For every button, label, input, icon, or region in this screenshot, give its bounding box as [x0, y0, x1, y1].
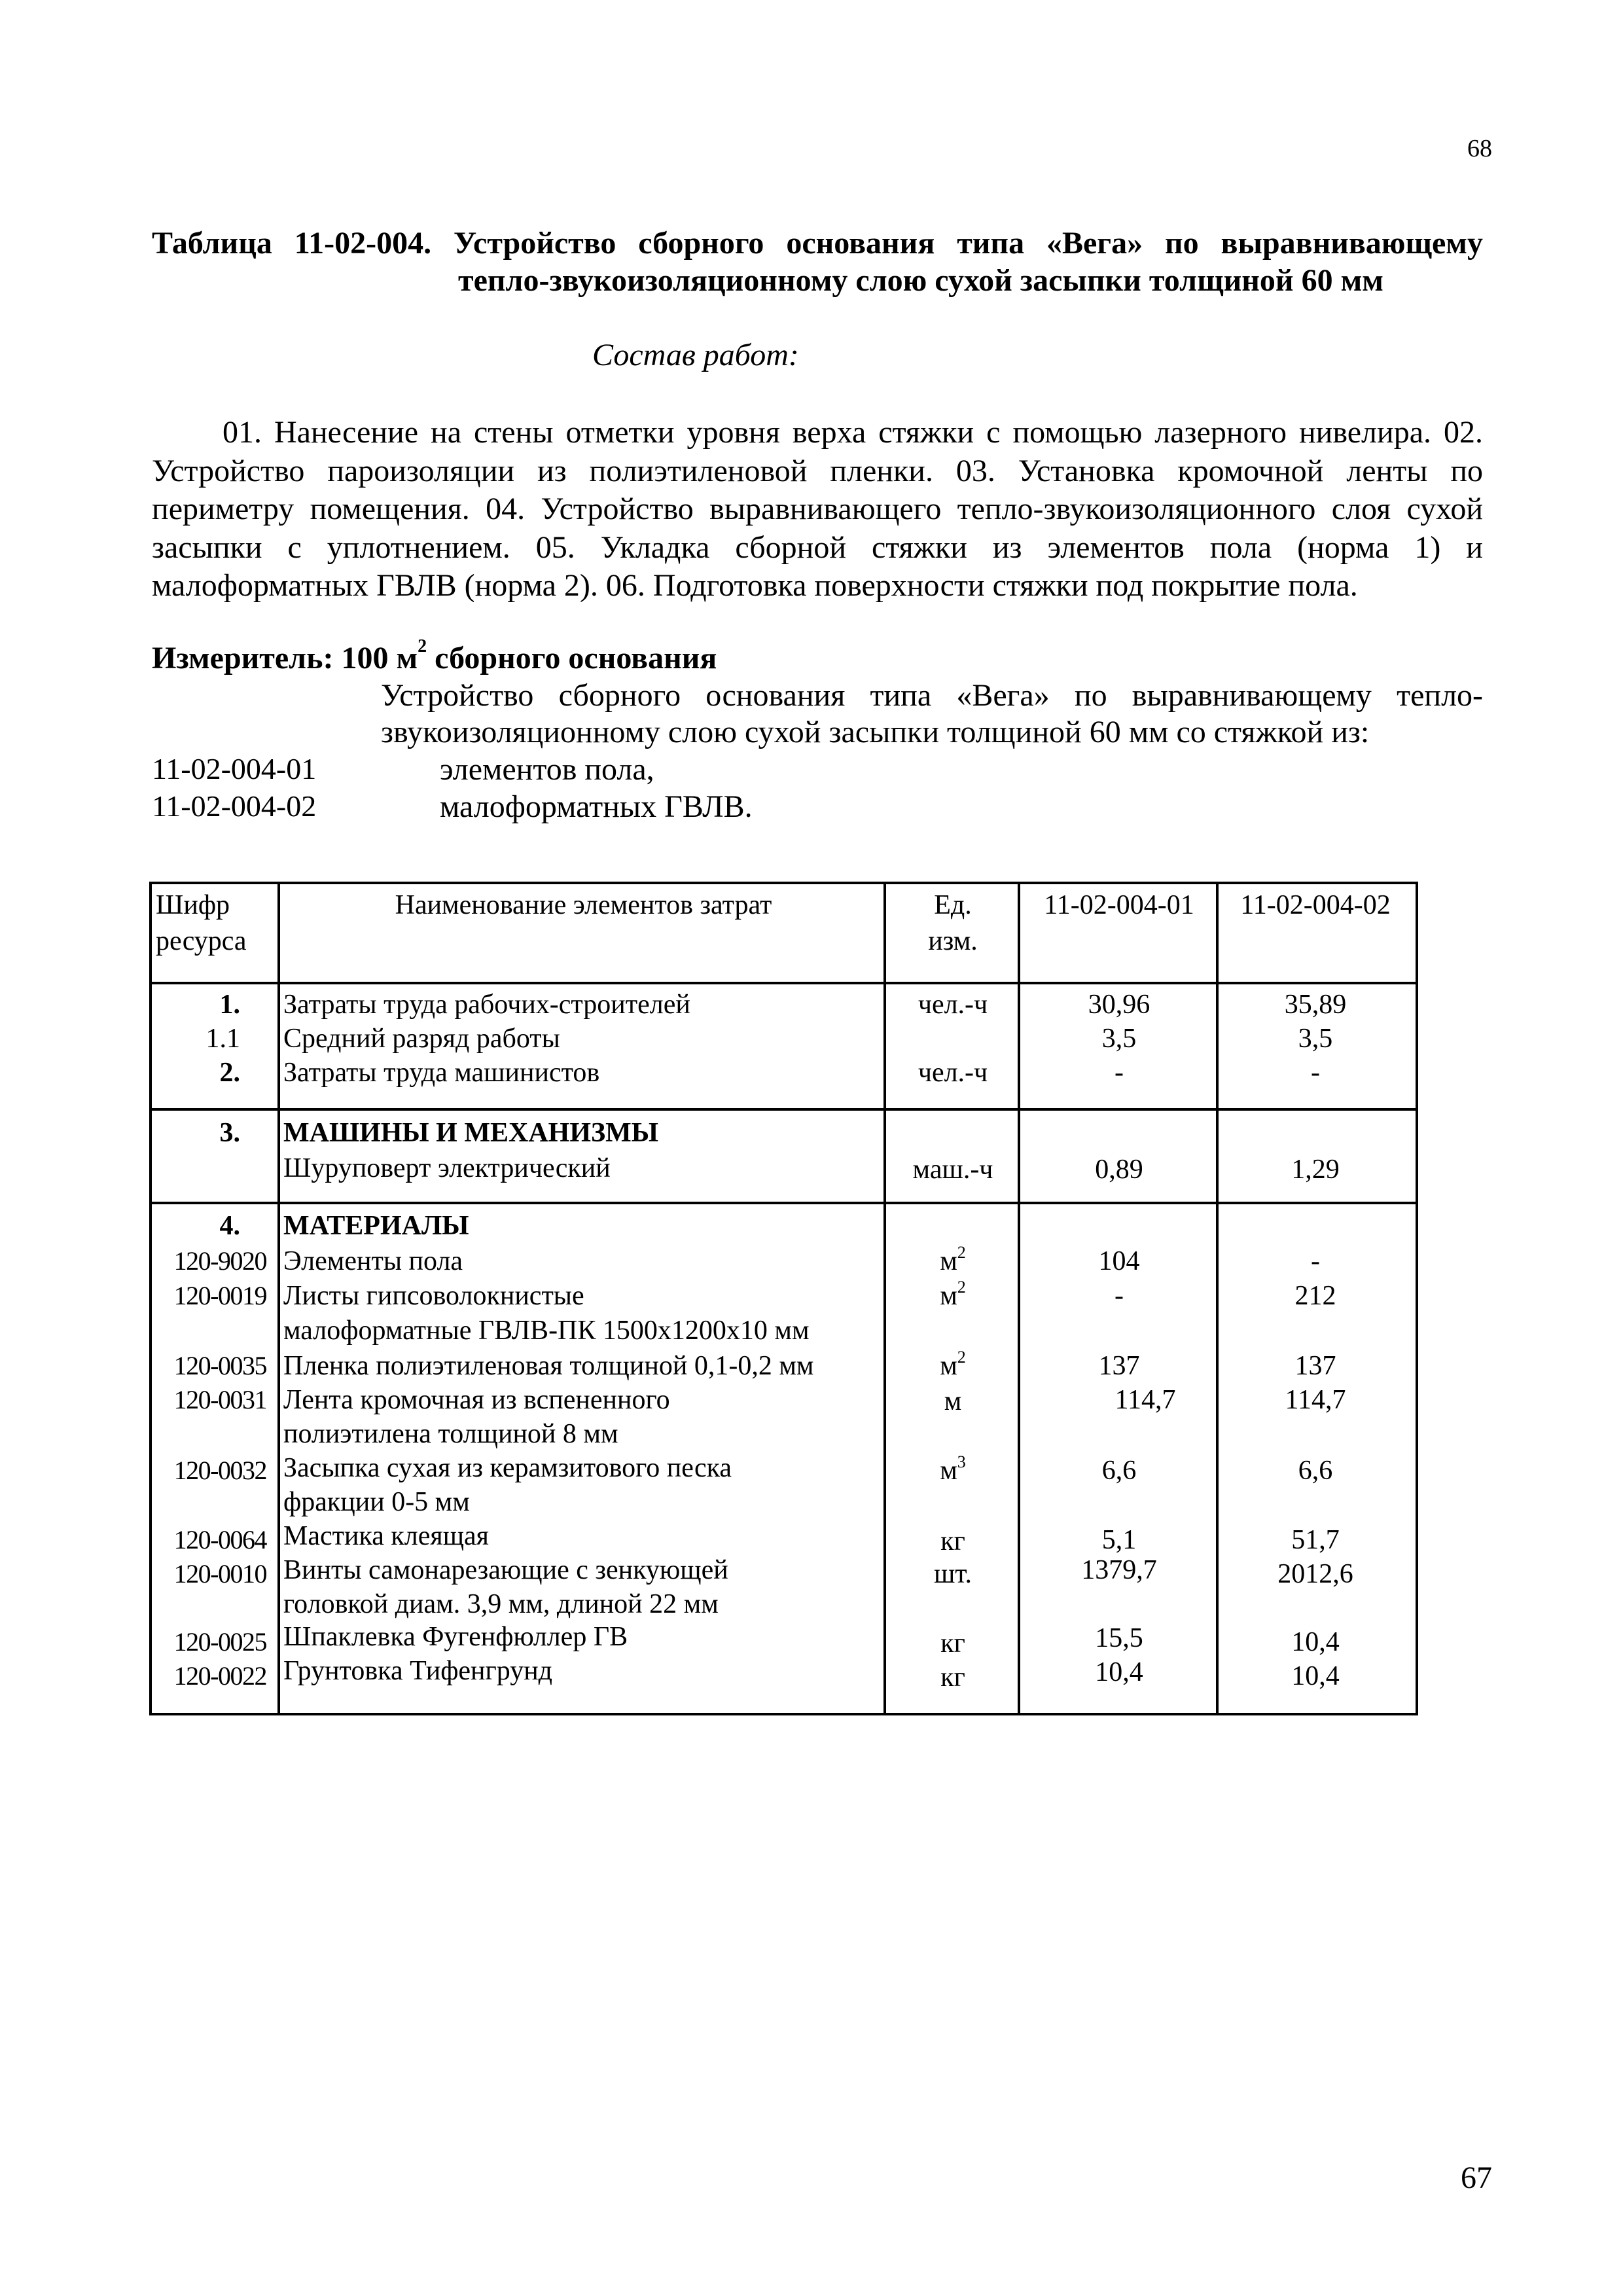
row-value-1: 15,5	[1095, 1623, 1143, 1653]
row-code: 120-0031	[173, 1385, 266, 1414]
row-name: Грунтовка Тифенгрунд	[283, 1656, 553, 1686]
row-unit	[887, 1350, 1018, 1386]
work-composition-label: Состав работ:	[592, 338, 799, 372]
section-code: 3.	[219, 1118, 240, 1148]
row-unit	[887, 1454, 1018, 1490]
section-title: МАШИНЫ И МЕХАНИЗМЫ	[283, 1118, 659, 1148]
measure-suffix: сборного основания	[427, 641, 717, 675]
row-value-1: 0,89	[1095, 1155, 1143, 1185]
row-value-1: 114,7	[1115, 1385, 1176, 1415]
row-value-1: 137	[1098, 1351, 1140, 1381]
row-code: 120-0035	[173, 1351, 266, 1380]
row-name: Лента кромочная из вспененного	[283, 1385, 670, 1415]
row-code: 120-0032	[173, 1456, 266, 1485]
header-unit-line2: изм.	[928, 926, 978, 956]
row-code: 2.	[219, 1058, 240, 1088]
header-code-line1: Шифр	[156, 890, 230, 920]
row-value-2: 10,4	[1291, 1661, 1340, 1691]
row-code: 120-0019	[173, 1281, 266, 1310]
row-code: 1.1	[205, 1024, 240, 1054]
row-unit: кг	[940, 1526, 965, 1556]
row-name: Шуруповерт электрический	[283, 1153, 611, 1183]
unit-text: м	[940, 1351, 957, 1381]
row-value-2: 1,29	[1291, 1155, 1340, 1185]
row-name: Винты самонарезающие с зенкующей	[283, 1555, 728, 1585]
row-value-2: 137	[1294, 1351, 1336, 1381]
row-value-1: -	[1115, 1058, 1124, 1088]
row-value-1: 6,6	[1101, 1456, 1137, 1486]
row-value-1: 1379,7	[1081, 1555, 1157, 1585]
table-border-right	[1416, 882, 1418, 1715]
table-divider-labor	[149, 1108, 1418, 1111]
unit-sup: 3	[957, 1452, 966, 1471]
row-unit	[887, 1245, 1018, 1281]
row-name: Затраты труда машинистов	[283, 1058, 600, 1088]
row-unit: шт.	[933, 1559, 972, 1589]
row-unit: чел.-ч	[918, 1058, 988, 1088]
page-number-bottom: 67	[1461, 2161, 1492, 2195]
unit-sup: 2	[957, 1278, 966, 1297]
table-border-bottom	[149, 1713, 1418, 1715]
row-name: Листы гипсоволокнистые	[283, 1281, 584, 1311]
row-value-1: 104	[1098, 1246, 1140, 1276]
row-name: Затраты труда рабочих-строителей	[283, 990, 690, 1020]
section-code: 4.	[219, 1211, 240, 1241]
table-title-line1: Таблица 11-02-004. Устройство сборного основания типа «Вега» по выравнивающему	[152, 226, 1483, 260]
table-col-divider-1	[277, 882, 280, 1715]
row-value-1: -	[1115, 1281, 1124, 1311]
row-value-2: 51,7	[1291, 1525, 1340, 1555]
row-value-2: 10,4	[1291, 1627, 1340, 1657]
work-description: 01. Нанесение на стены отметки уровня верха стяжки с помощью лазерного нивелира. 02. Устройство пароизоляции из полиэтиленовой пленки. 03. Установка кромочной ленты по периметру помещения. 04. Устройство выравнивающего тепло-звукоизоляционного слоя сухой засыпки с уплотнением. 05. Укладка сборной стяжки из элементов пола (норма 1) и малоформатных ГВЛВ (норма 2). 06. Подготовка поверхности стяжки под покрытие пола.	[152, 415, 1483, 603]
table-divider-header	[149, 982, 1418, 984]
row-unit: кг	[940, 1628, 965, 1659]
row-code: 120-0025	[173, 1627, 266, 1657]
row-unit: м	[944, 1386, 962, 1416]
row-name-cont: фракции 0-5 мм	[283, 1487, 470, 1517]
measure-prefix: Измеритель: 100 м	[152, 641, 418, 675]
row-name-cont: головкой диам. 3,9 мм, длиной 22 мм	[283, 1589, 719, 1619]
unit-text: м	[940, 1246, 957, 1276]
norm-code-2: 11-02-004-02	[152, 789, 317, 823]
header-unit-line1: Ед.	[934, 890, 972, 920]
row-value-1: 10,4	[1095, 1657, 1143, 1687]
row-code: 120-0022	[173, 1661, 266, 1691]
row-value-2: 3,5	[1298, 1024, 1333, 1054]
row-value-1: 5,1	[1101, 1525, 1137, 1555]
header-code-line2: ресурса	[156, 926, 247, 956]
unit-sup: 2	[957, 1348, 966, 1367]
row-value-2: -	[1311, 1058, 1320, 1088]
header-col2: 11-02-004-02	[1240, 890, 1391, 920]
norm-code-1: 11-02-004-01	[152, 752, 317, 785]
row-code: 120-0064	[173, 1525, 266, 1554]
row-name: Средний разряд работы	[283, 1024, 560, 1054]
header-col1: 11-02-004-01	[1044, 890, 1194, 920]
table-col-divider-2	[883, 882, 886, 1715]
row-code: 1.	[219, 990, 240, 1020]
row-unit	[887, 1280, 1018, 1316]
row-unit: маш.-ч	[912, 1155, 993, 1185]
table-title-line2: тепло-звукоизоляционному слою сухой засыпки толщиной 60 мм	[458, 263, 1383, 298]
unit-text: м	[940, 1456, 957, 1486]
row-code: 120-9020	[173, 1246, 266, 1276]
table-divider-machines	[149, 1202, 1418, 1204]
row-name: Пленка полиэтиленовая толщиной 0,1-0,2 мм	[283, 1351, 814, 1381]
unit-sup: 2	[957, 1243, 966, 1262]
row-value-1: 3,5	[1101, 1024, 1137, 1054]
norm-description: Устройство сборного основания типа «Вега» по выравнивающему тепло-звукоизоляционному слою сухой засыпки толщиной 60 мм со стяжкой из:	[381, 678, 1483, 749]
row-name: Шпаклевка Фугенфюллер ГВ	[283, 1622, 628, 1652]
row-value-2: 6,6	[1298, 1456, 1333, 1486]
row-code: 120-0010	[173, 1559, 266, 1588]
row-unit: кг	[940, 1662, 965, 1693]
row-value-1: 30,96	[1088, 990, 1150, 1020]
row-value-2: -	[1311, 1246, 1320, 1276]
norm-text-1: элементов пола,	[440, 752, 654, 787]
row-value-2: 212	[1294, 1281, 1336, 1311]
section-title: МАТЕРИАЛЫ	[283, 1211, 469, 1241]
row-name-cont: малоформатные ГВЛВ-ПК 1500х1200х10 мм	[283, 1316, 810, 1346]
table-border-top	[149, 882, 1418, 884]
row-unit: чел.-ч	[918, 990, 988, 1020]
unit-text: м	[940, 1281, 957, 1311]
row-name: Элементы пола	[283, 1246, 463, 1276]
page-number-top: 68	[1467, 135, 1492, 162]
row-name: Мастика клеящая	[283, 1521, 489, 1551]
row-value-2: 2012,6	[1277, 1559, 1353, 1589]
row-name-cont: полиэтилена толщиной 8 мм	[283, 1419, 618, 1449]
row-name: Засыпка сухая из керамзитового песка	[283, 1453, 732, 1483]
row-value-2: 114,7	[1285, 1385, 1346, 1415]
header-name: Наименование элементов затрат	[395, 890, 772, 920]
norm-text-2: малоформатных ГВЛВ.	[440, 789, 753, 824]
row-value-2: 35,89	[1284, 990, 1347, 1020]
measure-unit	[152, 636, 717, 676]
measure-sup: 2	[418, 636, 427, 656]
